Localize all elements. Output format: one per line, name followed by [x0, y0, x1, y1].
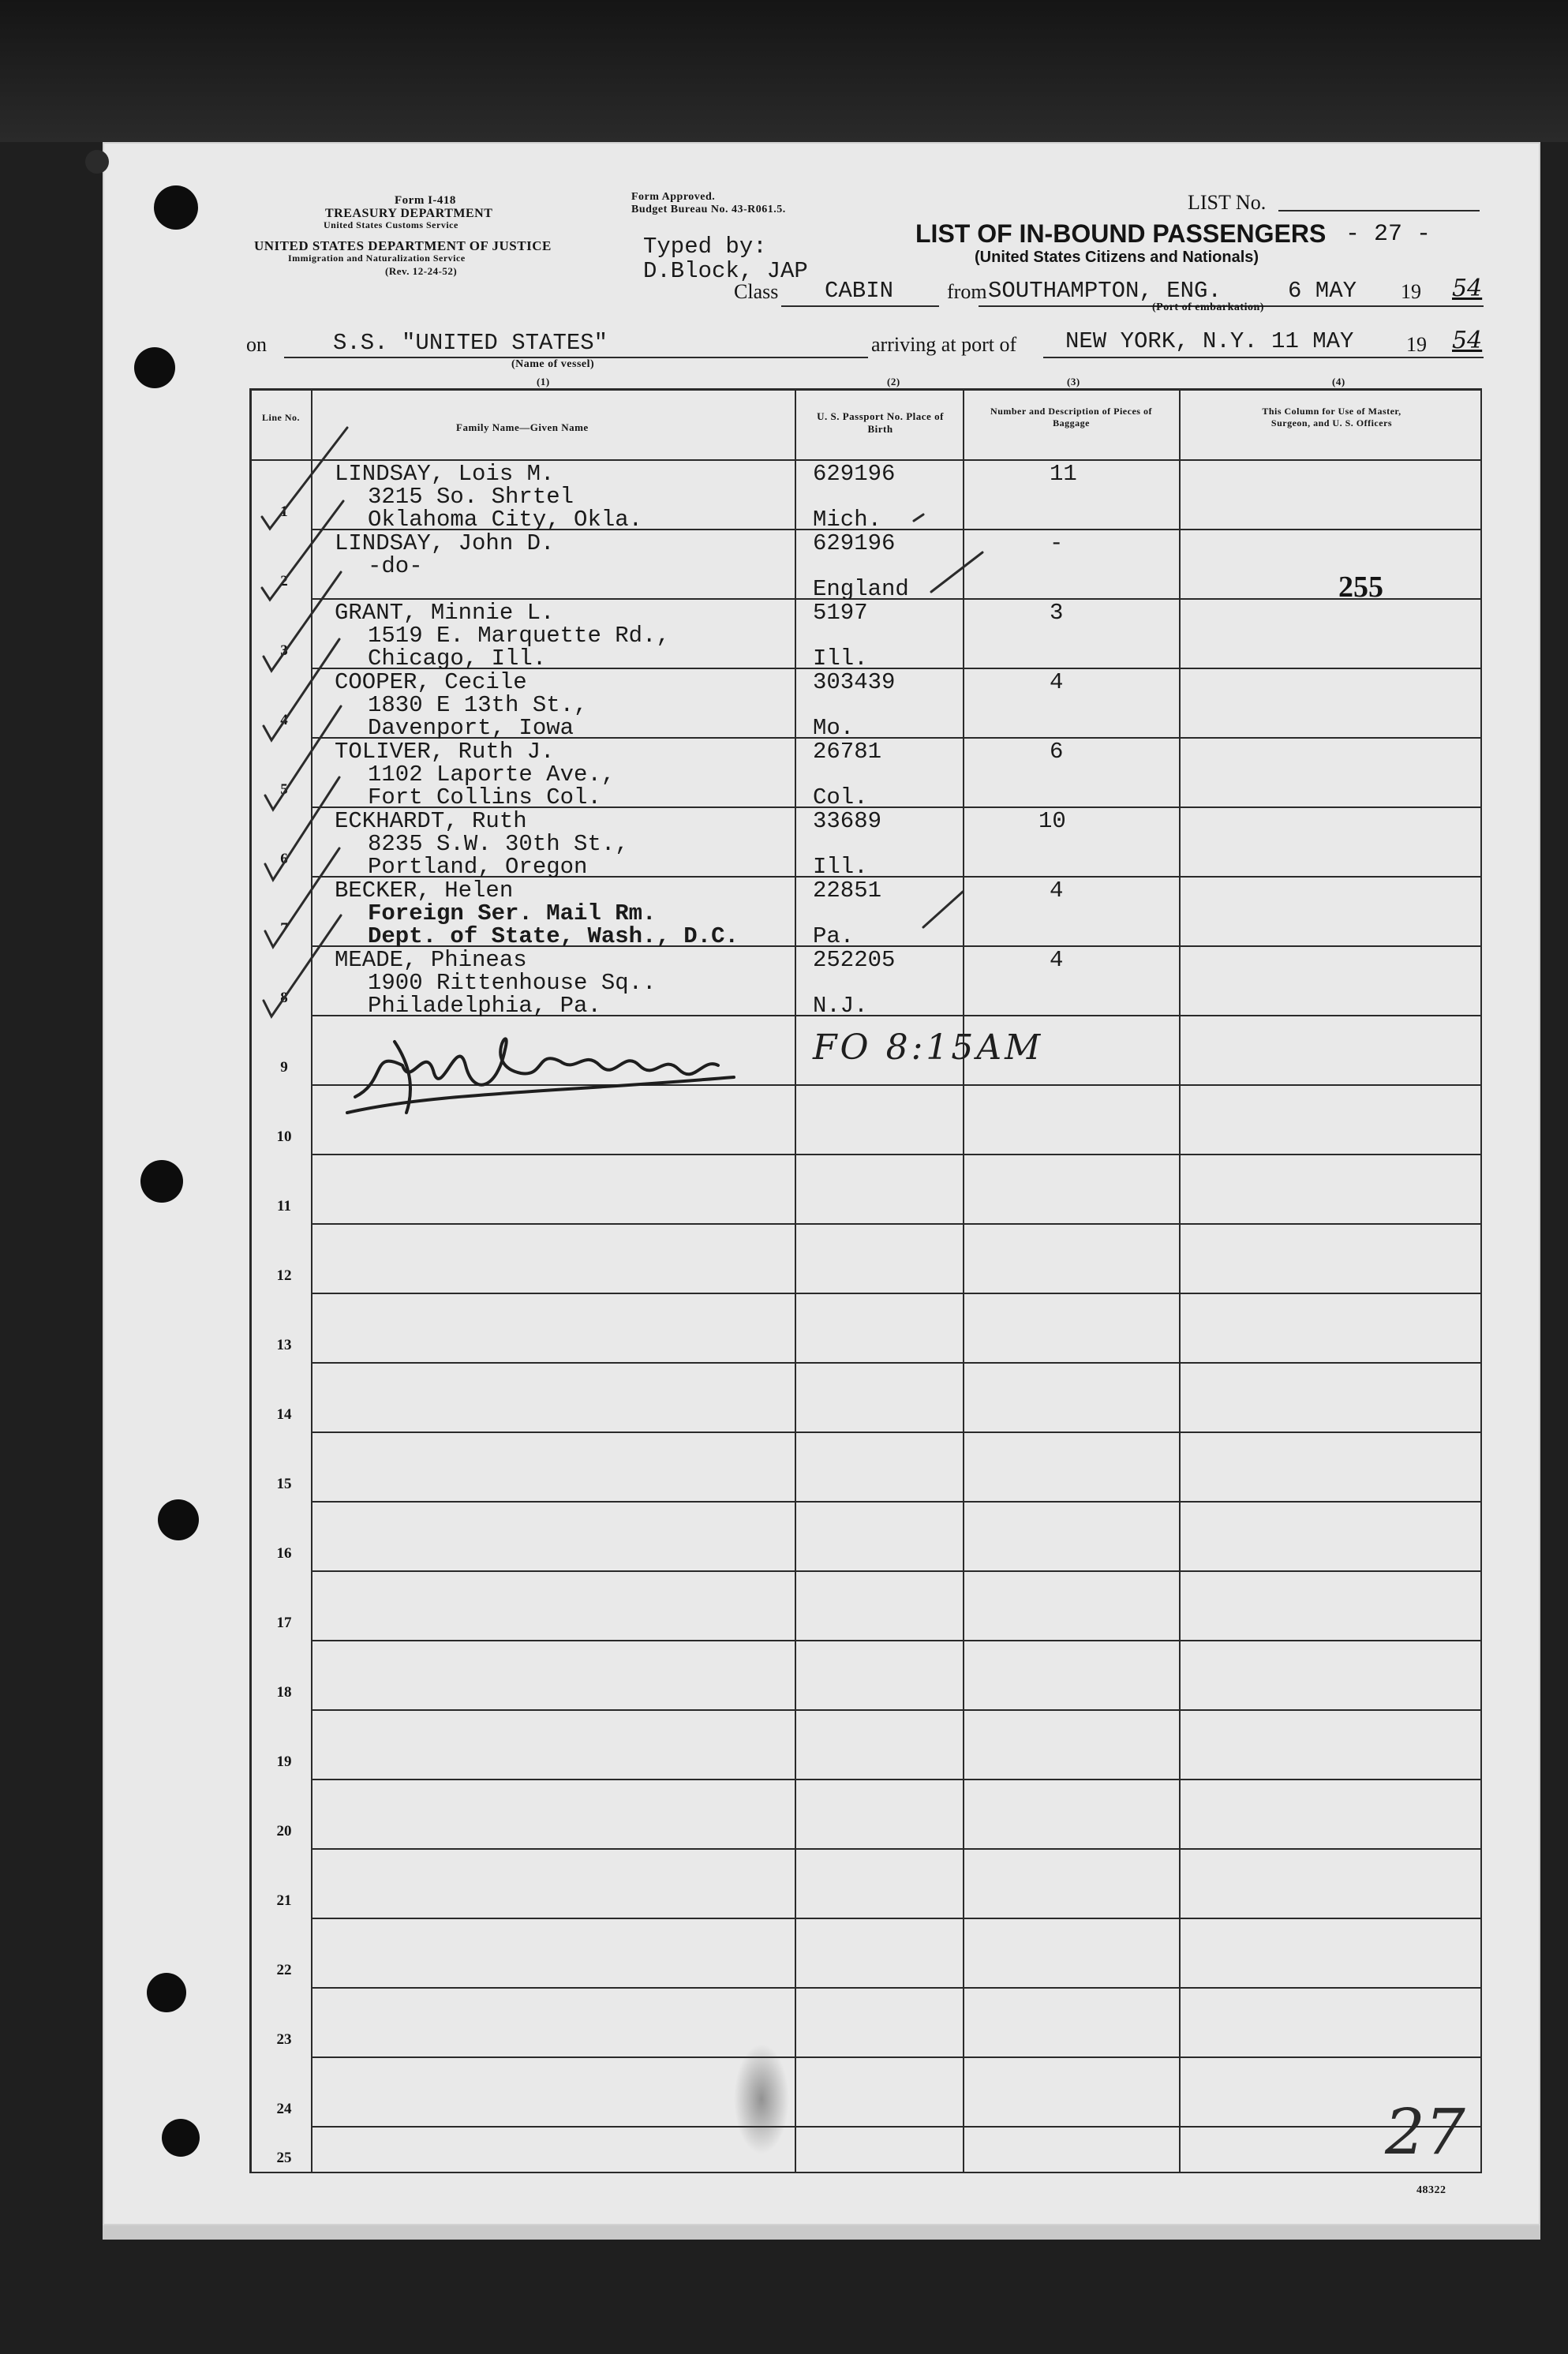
row-rule: [312, 2056, 1480, 2058]
passenger-address-1: Foreign Ser. Mail Rm.: [368, 900, 657, 926]
class-value: CABIN: [825, 278, 894, 304]
revision-date: (Rev. 12-24-52): [385, 265, 458, 277]
row-rule: [312, 1570, 1480, 1572]
baggage-count: 11: [1050, 461, 1077, 487]
baggage-count: 4: [1050, 947, 1064, 973]
row-number: 7: [280, 920, 288, 937]
typed-by-value: D.Block, JAP: [643, 258, 808, 284]
form-approved: Form Approved.: [631, 191, 716, 203]
passenger-address-1: 1830 E 13th St.,: [368, 692, 588, 718]
baggage-col-rule: [1179, 388, 1181, 2173]
passenger-name: LINDSAY, John D.: [335, 530, 555, 556]
passenger-address-2: Chicago, Ill.: [368, 646, 547, 672]
row-rule: [312, 1223, 1480, 1225]
row-number: 10: [276, 1128, 292, 1145]
passport-number: 22851: [813, 878, 882, 904]
from-label: from: [947, 280, 987, 303]
baggage-count: -: [1050, 530, 1064, 556]
justice-department: UNITED STATES DEPARTMENT OF JUSTICE: [254, 238, 552, 253]
row-number: 23: [276, 2031, 292, 2048]
row-rule: [312, 1848, 1480, 1850]
passenger-address-2: Oklahoma City, Okla.: [368, 507, 643, 533]
row-number: 11: [277, 1198, 291, 1214]
passenger-address-2: Fort Collins Col.: [368, 784, 601, 810]
place-of-birth: N.J.: [813, 993, 868, 1019]
passenger-name: BECKER, Helen: [335, 878, 514, 904]
passenger-address-1: 3215 So. Shrtel: [368, 484, 574, 510]
passenger-address-2: Philadelphia, Pa.: [368, 993, 601, 1019]
from-port: SOUTHAMPTON, ENG.: [988, 278, 1222, 304]
row-rule: [312, 1987, 1480, 1989]
row-rule: [312, 1431, 1480, 1433]
row-rule: [312, 2126, 1480, 2128]
pen-strokes: [907, 497, 1002, 939]
row-rule: [312, 1154, 1480, 1155]
typed-by-label: Typed by:: [643, 234, 767, 260]
form-number: Form I-418: [395, 194, 456, 207]
passenger-name: COOPER, Cecile: [335, 669, 527, 695]
ins-service: Immigration and Naturalization Service: [288, 253, 466, 264]
arriving-label: arriving at port of: [871, 333, 1017, 356]
page-number: - 27 -: [1345, 221, 1431, 248]
punch-hole: [147, 1973, 186, 2012]
arrival-underline: [1043, 357, 1484, 358]
scan-background: [0, 0, 1568, 142]
print-code: 48322: [1416, 2184, 1446, 2196]
header-line-no: Line No.: [261, 412, 300, 423]
header-family-name: Family Name—Given Name: [456, 421, 589, 433]
row-number: 13: [276, 1337, 292, 1353]
port-of-embarkation-caption: (Port of embarkation): [1152, 301, 1264, 313]
budget-bureau-number: Budget Bureau No. 43-R061.5.: [631, 204, 786, 215]
punch-hole: [162, 2119, 200, 2157]
row-number: 21: [276, 1892, 292, 1909]
passenger-address-1: 1900 Rittenhouse Sq..: [368, 970, 657, 996]
row-rule: [312, 1709, 1480, 1711]
arrival-year-prefix: 19: [1406, 333, 1427, 356]
passenger-address-1: 1519 E. Marquette Rd.,: [368, 623, 670, 649]
passport-number: 33689: [813, 808, 882, 834]
punch-hole: [154, 185, 198, 230]
row-number: 14: [276, 1406, 292, 1423]
row-number: 15: [276, 1476, 292, 1492]
signature-scrawl: [339, 1018, 829, 1128]
arrival-year-suffix: 54: [1452, 327, 1483, 354]
page-lower-edge: [103, 2225, 1540, 2240]
class-underline: [781, 305, 939, 307]
baggage-count: 4: [1050, 669, 1064, 695]
embark-year-suffix: 54: [1452, 275, 1483, 302]
row-number: 16: [276, 1545, 292, 1562]
form-subtitle: (United States Citizens and Nationals): [975, 249, 1259, 266]
table-left-rule: [249, 388, 252, 2173]
passenger-address-2: Portland, Oregon: [368, 854, 588, 880]
passport-number: 303439: [813, 669, 896, 695]
passport-number: 629196: [813, 530, 896, 556]
row-number: 8: [280, 990, 288, 1006]
row-rule: [312, 1293, 1480, 1294]
form-title: LIST OF IN-BOUND PASSENGERS: [915, 219, 1327, 248]
place-of-birth: Ill.: [813, 646, 868, 672]
place-of-birth: Pa.: [813, 923, 855, 949]
place-of-birth: Mo.: [813, 715, 855, 741]
vessel-name: S.S. "UNITED STATES": [333, 330, 608, 356]
embark-date: 6 MAY: [1288, 278, 1357, 304]
row-number: 9: [280, 1059, 288, 1076]
place-of-birth: Mich.: [813, 507, 882, 533]
smudge: [734, 2044, 789, 2154]
name-col-rule: [795, 388, 796, 2173]
baggage-count: 10: [1038, 808, 1066, 834]
row-number: 24: [276, 2101, 292, 2117]
table-right-rule: [1480, 388, 1482, 2173]
punch-hole: [140, 1160, 183, 1203]
punch-hole: [85, 150, 109, 174]
header-officers: This Column for Use of Master, Surgeon, and U. S. Officers: [1262, 406, 1401, 429]
baggage-count: 4: [1050, 878, 1064, 904]
table-bottom-rule: [249, 2172, 1482, 2173]
embark-year-prefix: 19: [1401, 280, 1421, 303]
on-label: on: [246, 333, 267, 356]
row-number: 3: [280, 642, 288, 659]
row-number: 5: [280, 781, 288, 798]
passenger-name: GRANT, Minnie L.: [335, 600, 555, 626]
check-marks: [253, 410, 379, 1042]
row-rule: [312, 1918, 1480, 1919]
column-number-2: (2): [887, 376, 900, 387]
row-number: 2: [280, 573, 288, 589]
header-baggage: Number and Description of Pieces of Baggage: [990, 406, 1152, 429]
officer-mark: 255: [1338, 571, 1383, 604]
passenger-address-1: -do-: [368, 553, 423, 579]
baggage-count: 3: [1050, 600, 1064, 626]
class-label: Class: [734, 280, 779, 303]
passenger-name: TOLIVER, Ruth J.: [335, 739, 555, 765]
header-passport: U. S. Passport No. Place of Birth: [817, 410, 944, 435]
row-number: 19: [276, 1753, 292, 1770]
row-number: 6: [280, 851, 288, 867]
row-number: 1: [280, 503, 288, 520]
list-number-label: LIST No.: [1188, 191, 1267, 214]
place-of-birth: Ill.: [813, 854, 868, 880]
passport-number: 629196: [813, 461, 896, 487]
row-number: 17: [276, 1615, 292, 1631]
passenger-address-2: Davenport, Iowa: [368, 715, 574, 741]
passport-number: 5197: [813, 600, 868, 626]
arrival-port: NEW YORK, N.Y. 11 MAY: [1065, 328, 1354, 354]
table-top-rule: [249, 388, 1482, 391]
row-rule: [312, 1640, 1480, 1641]
row-rule: [312, 1362, 1480, 1364]
handwritten-time-note: FO 8:15AM: [813, 1027, 1044, 1068]
row-number: 25: [276, 2150, 292, 2166]
row-number: 4: [280, 712, 288, 728]
list-number-underline: [1278, 210, 1480, 211]
handwritten-corner-number: 27: [1385, 2095, 1465, 2169]
punch-hole: [134, 347, 175, 388]
row-rule: [312, 1779, 1480, 1780]
passenger-address-2: Dept. of State, Wash., D.C.: [368, 923, 739, 949]
row-number: 12: [276, 1267, 292, 1284]
vessel-caption: (Name of vessel): [511, 358, 595, 370]
passenger-address-1: 1102 Laporte Ave.,: [368, 762, 616, 788]
row-rule: [312, 1501, 1480, 1503]
passport-number: 26781: [813, 739, 882, 765]
row-number: 22: [276, 1962, 292, 1978]
passport-number: 252205: [813, 947, 896, 973]
passenger-name: MEADE, Phineas: [335, 947, 527, 973]
row-number: 18: [276, 1684, 292, 1701]
treasury-department: TREASURY DEPARTMENT: [325, 207, 493, 220]
customs-service: United States Customs Service: [324, 219, 458, 230]
column-number-4: (4): [1332, 376, 1345, 387]
column-number-3: (3): [1067, 376, 1080, 387]
baggage-count: 6: [1050, 739, 1064, 765]
passenger-name: LINDSAY, Lois M.: [335, 461, 555, 487]
punch-hole: [158, 1499, 199, 1540]
row-number: 20: [276, 1823, 292, 1839]
passenger-address-1: 8235 S.W. 30th St.,: [368, 831, 629, 857]
passenger-name: ECKHARDT, Ruth: [335, 808, 527, 834]
place-of-birth: Col.: [813, 784, 868, 810]
column-number-1: (1): [537, 376, 550, 387]
place-of-birth: England: [813, 576, 909, 602]
